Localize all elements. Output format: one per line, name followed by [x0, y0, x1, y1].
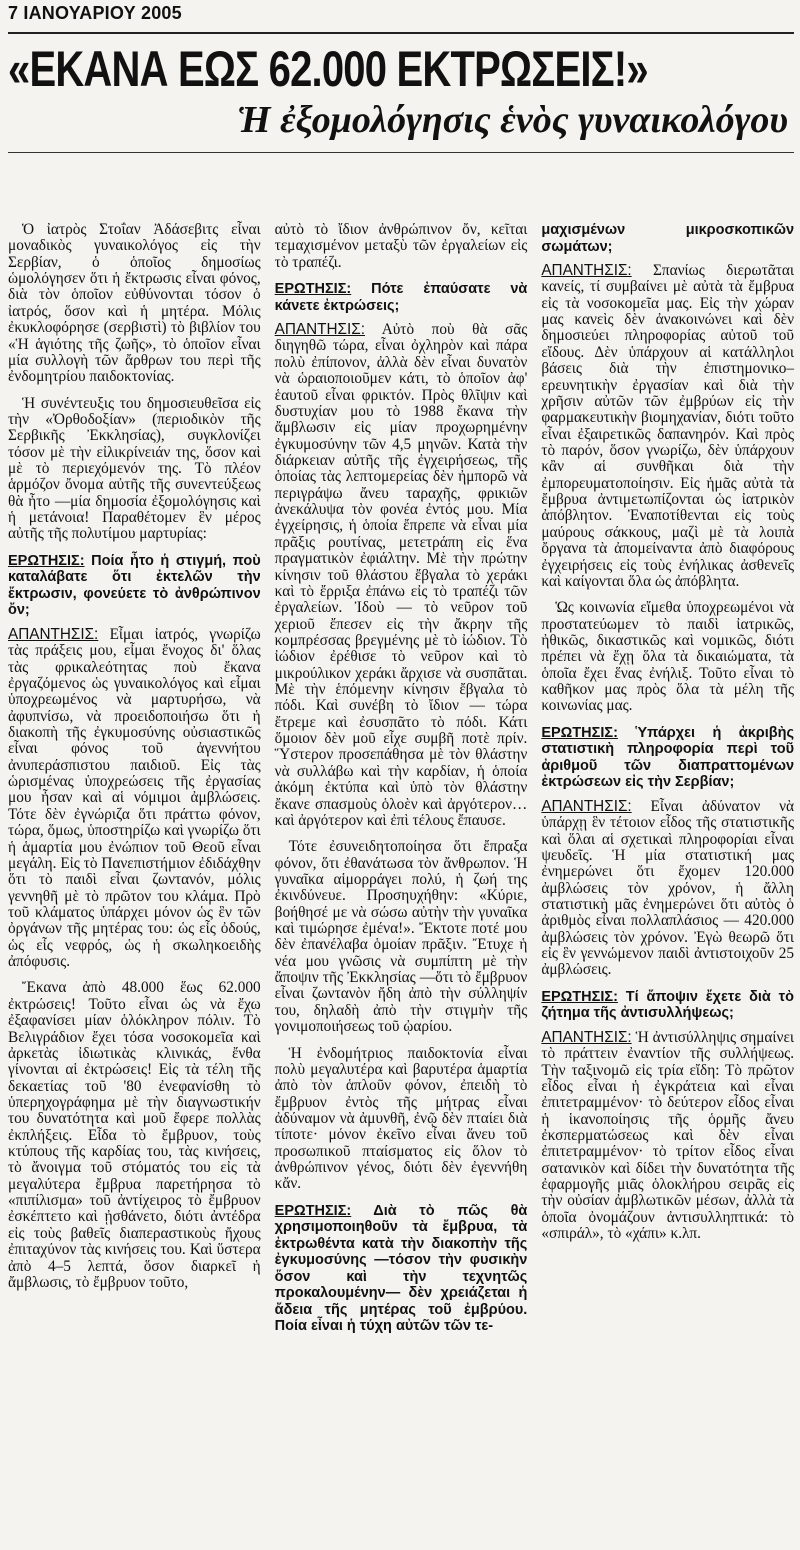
answer: [541, 263, 794, 590]
question-text: Τί ἄποψιν ἔχετε διὰ τὸ ζήτημα τῆς ἀντισυλλήψεως;: [541, 988, 795, 1022]
question: [541, 989, 794, 1022]
answer: [8, 627, 261, 971]
column-3: [541, 222, 794, 1343]
paragraph: Ὡς κοινωνία εἴμεθα ὑποχρεωμένοι νὰ προστατεύωμεν τὸ παιδὶ ἰατρικῶς, ἠθικῶς, δικαστικῶς καὶ νομικῶς, διότι πρέπει νὰ ἔχῃ ὅλα τὰ δικαιώματα, τὰ ὁποῖα ἔχει ἕνας ἐνήλιξ. Τοῦτο εἶναι τὸ καθῆκον μας πρὸς ὅλα τὰ μέλη τῆς κοινωνίας μας.: [541, 599, 795, 715]
question-label: ΕΡΩΤΗΣΙΣ:: [8, 552, 85, 569]
paragraph: Ἔκανα ἀπὸ 48.000 ἕως 62.000 ἐκτρώσεις! Τοῦτο εἶναι ὡς νὰ ἔχω ἐξαφανίσει μίαν ὁλόκληρον πόλιν. Τὸ Βελιγράδιον ἔχει τόσα νοσοκομεῖα καὶ ἀρκετὰς ἰδιωτικὰς κλινικάς, ἔνθα γίνονται αἱ ἐκτρώσεις! Εἰς τὰ τέλη τῆς δεκαετίας τοῦ '80 ἐνεφανίσθη τὸ ὑπερηχογράφημα μὲ τὴν διαγνωστικήν του δυνατότητα καὶ μοῦ ἔφερε πολλὰς ἐκπλήξεις. Εἶδα τὸ ἔμβρυον, τοὺς κτύπους τῆς καρδίας του, τὰς κινήσεις, τὸ ἄνοιγμα τοῦ στόματός του εἰς τὰ μεγαλύτερα ἔμβρυα παρετήρησα τὸ «πιπίλισμα» τοῦ ἀντίχειρος τὸ ἔμβρυον ἐσκέπτετο καὶ ᾐσθάνετο, διότι ἀντέδρα εἰς τοὺς βαθεῖς διαπεραστικοὺς ἤχους ἐπιταχύνον τὰς κινήσεις του. Καὶ ὕστερα ἀπὸ 4–5 λεπτά, ὅσον διαρκεῖ ἡ ἄμβλωσις, τὸ ἔμβρυον τοῦτο,: [8, 979, 261, 1291]
answer-label: ΑΠΑΝΤΗΣΙΣ:: [274, 321, 365, 339]
answer-label: ΑΠΑΝΤΗΣΙΣ:: [8, 625, 99, 643]
question-continued: μαχισμένων μικροσκοπικῶν σωμάτων;: [541, 222, 795, 255]
answer-label: ΑΠΑΝΤΗΣΙΣ:: [541, 262, 632, 280]
answer-text: Εἶναι ἀδύνατον νὰ ὑπάρχῃ ἓν τέτοιον εἶδος τῆς στατιστικῆς καὶ ὅλαι αἱ σχετικαὶ πληροφορίαι εἶναι ψευδεῖς. Ἡ μία στατιστική μας ἐνημερώνει ὅτι ἔχομεν 120.000 ἀμβλώσεις τὸν χρόνον, ἡ ἄλλη στατιστικὴ μᾶς ἐνημερώνει ὅτι αὐτὸς ὁ ἀριθμὸς εἶναι πολλαπλάσιος — 420.000 ἀμβλώσεις τὸν χρόνον. Ἐγὼ θεωρῶ ὅτι εἰς ἓν γεννώμενον παιδὶ ἀντιστοιχοῦν 25 ἀμβλώσεις.: [541, 797, 795, 979]
question: [275, 281, 528, 314]
question-text: Ὑπάρχει ἡ ἀκριβὴς στατιστικὴ πληροφορία περὶ τοῦ ἀριθμοῦ τῶν διαπραττομένων ἐκτρώσεων εἰς τὴν Σερβίαν;: [541, 724, 795, 791]
paragraph: Ἡ ἐνδομήτριος παιδοκτονία εἶναι πολὺ μεγαλυτέρα καὶ βαρυτέρα ἁμαρτία ἀπὸ τὸν ἁπλοῦν φόνον, ἐπειδὴ τὸ ἔμβρυον ἐντὸς τῆς μήτρας εἶναι ἀδύναμον νὰ ἀμυνθῆ, ἐνῷ δὲν πταίει διὰ τίποτε· μόνον ἐκεῖνο εἶναι ἄνευ τοῦ προσωπικοῦ πταίσματος εἰς ὅλον τὸ ἀνθρώπινον γένος, διότι δὲν ἐγεννήθη κἄν.: [274, 1044, 528, 1193]
question: [275, 1203, 528, 1335]
question-label: ΕΡΩΤΗΣΙΣ:: [274, 281, 352, 298]
question: [8, 553, 261, 619]
question-label: ΕΡΩΤΗΣΙΣ:: [274, 1202, 352, 1219]
article-columns: [8, 222, 794, 1343]
paragraph-continued: αὐτὸ τὸ ἴδιον ἀνθρώπινον ὄν, κεῖται τεμαχισμένον μεταξὺ τῶν ἐργαλείων εἰς τὸ τραπέζι.: [274, 221, 528, 271]
answer-text: Αὐτὸ ποὺ θὰ σᾶς διηγηθῶ τώρα, εἶναι ὀχληρὸν καὶ πάρα πολὺ ἐπίπονον, ἀλλὰ δὲν εἶναι δυνατὸν νὰ ὡραιοποιοῦμεν κάτι, τὸ ὁποῖον ἀφ' ἑαυτοῦ εἶναι φρικτόν. Πρὸς θλῖψιν καὶ δυστυχίαν μου τὸ 1988 ἔκανα τὴν ἄμβλωσιν εἰς μίαν προχωρημένην ἐγκυμοσύνην τῶν 4,5 μηνῶν. Κατὰ τὴν διάρκειαν αὐτῆς τῆς ἐγχειρήσεως, τῆς ὁποίας τὰς λεπτομερείας δὲν ἠμπορῶ νὰ περιγράψω ἄνευ ταραχῆς, φρικιῶν ἀνεκάλυψα τὸν φονέα ἐντός μου. Μία ἐγχείρησις, ἡ ὁποία ἔπρεπε νὰ εἶναι μία πρᾶξις ρουτίνας, μετετράπη εἰς ἕνα πραγματικὸν ἐφιάλτην. Μὲ τὴν πρώτην κίνησιν τοῦ θλάστου ἔβγαλα τὸ χεράκι καὶ τὸ ἔρριξα ἐπάνω εἰς τὸ τραπέζι τῶν ἐργαλείων. Ἰδοὺ — τὸ νεῦρον τοῦ χεριοῦ ἔπεσεν εἰς τὴν ἄκρην τῆς κομπρέσσας βρεγμένης μὲ τὸ ἰώδιον. Τὸ ἰώδιον ἐρέθισε τὸ νεῦρον καὶ τὸ μικρούλικον χεράκι ἄρχισε νὰ συσπᾶται. Μὲ τὴν ἑπόμενην κίνησιν ἔβγαλα τὸ πόδι. Καὶ συνέβη τὸ ἴδιον — τώρα ἔτρεμε καὶ ἐσυσπᾶτο τὸ πόδι. Κάτι ὅμοιον δὲν μοῦ εἶχε συμβῆ ποτὲ πρίν. Ὕστερον προσεπάθησα μὲ τὸν θλάστην νὰ συλλάβω καὶ τὴν καρδίαν, ἡ ὁποία ἀκόμη ἐκτύπα καὶ ὑπὸ τὸν θλάστην ἔκανε σπασμοὺς ὁλοὲν καὶ ἀργότερον… καὶ ἀργότερον καὶ ἐπὶ τέλους ἔπαυσε.: [274, 321, 528, 829]
column-2: [275, 222, 528, 1343]
question-text: Διὰ τὸ πῶς θὰ χρησιμοποιηθοῦν τὰ ἔμβρυα, τὰ ἐκτρωθέντα κατὰ τὴν διακοπὴν τῆς ἐγκυμοσύνης —τόσον τὴν φυσικὴν ὅσον καὶ τὴν τεχνητῶς προκαλουμένην— δὲν χρειάζεται ἡ ἄδεια τῆς μητέρας τοῦ ἐμβρύου. Ποία εἶναι ἡ τύχη αὐτῶν τῶν τε-: [274, 1202, 528, 1335]
paragraph: Ἡ συνέντευξις του δημοσιευθεῖσα εἰς τὴν «Ὀρθοδοξίαν» (περιοδικὸν τῆς Σερβικῆς Ἐκκλησίας), συγκλονίζει τόσον μὲ τὴν εἰλικρίνειάν της, ὅσον καὶ μὲ τὸ περιεχόμενόν της. Τὸ πλέον ἁρμόζον ὄνομα αὐτῆς τῆς συνεντεύξεως θὰ ἦτο —μία δημοσία ἐξομολόγησις καὶ ἡ μετάνοια! Παραθέτομεν ἓν μέρος αὐτῆς τῆς πολυτίμου μαρτυρίας:: [8, 394, 261, 543]
paragraph: Τότε ἐσυνειδητοποίησα ὅτι ἔπραξα φόνον, ὅτι ἐθανάτωσα τὸν ἄνθρωπον. Ἡ γυναῖκα αἱμορράγει πολύ, ἡ ζωή της ἐκινδύνευε. Προσηυχήθην: «Κύριε, βοήθησέ με νὰ σώσω αὐτὴν τὴν γυναῖκα καὶ τιμώρησε ἐμένα!». Ἔκτοτε ποτέ μου δὲν ἐπανέλαβα ὁμοίαν πρᾶξιν. Ἔτυχε ἡ νέα μου γνῶσις νὰ συμπίπτη μὲ τὴν ἄποψιν τῆς Ἐκκλησίας —ὅτι τὸ ἔμβρυον εἶναι ζωντανὸν ἤδη ἀπὸ τὴν σύλληψίν του, δηλαδὴ ἀπὸ τὴν στιγμὴν τῆς γονιμοποιήσεως τοῦ ᾠαρίου.: [274, 838, 528, 1036]
answer-text: Σπανίως διερωτᾶται κανείς, τί συμβαίνει μὲ αὐτὰ τὰ ἔμβρυα εἰς τὰ νοσοκομεῖα μας. Εἰς τὴν χώραν μας κανεὶς δὲν ἀνακοινώνει καὶ δὲν δημοσιεύει πληροφορίας αὐτοῦ τοῦ εἴδους. Δὲν ὑπάρχουν αἱ κατάλληλοι βάσεις διὰ τὴν ἐπιστημονικο–ερευνητικὴν ἐργασίαν καὶ διὰ τὴν χρῆσιν αὐτῶν τῶν ἐμβρύων εἰς τὴν φαρμακευτικὴν βιομηχανίαν, διότι τοῦτο εἶναι ἐξαιρετικῶς δαπανηρόν. Καὶ πρὸς τὸ παρόν, ὅσον γνωρίζω, δὲν ὑπάρχουν κἂν αἱ συνθῆκαι διὰ τὴν ἐμπορευματοποίησιν. Εἰς ἡμᾶς αὐτὰ τὰ ἔμβρυα ἀντιμετωπίζονται ὡς ἰατρικὸν ἀπόβλητον. Ἐναποτίθενται εἰς τοὺς μαύρους σάκκους, μαζὶ μὲ τὰ λοιπὰ ὄργανα τὰ ἀπομείναντα ἀπὸ διαφόρους ἐγχειρήσεις εἰς τοὺς ἐνήλικας ἀσθενεῖς καὶ καίγονται ὅλα ὡς ἀπόβλητα.: [541, 262, 795, 590]
top-rule: [8, 32, 794, 34]
intro-paragraph: Ὁ ἰατρὸς Στοΐαν Ἀδάσεβιτς εἶναι μοναδικὸς γυναικολόγος εἰς τὴν Σερβίαν, ὁ ὁποῖος δημοσίως ὡμολόγησεν ὅτι ἡ ἔκτρωσις εἶναι φόνος, διὰ τὸν ὁποῖον εὐθύνονται τόσον ὁ ἰατρός, ὅσον καὶ ἡ μητέρα. Μόλις ἐκυκλοφόρησε (σερβιστὶ) τὸ βιβλίον του «Ἡ ἁγιότης τῆς ζωῆς», τὸ ὁποῖον εἶναι μία συλλογὴ τῶν ἄρθρων του περὶ τῆς ἐνδομητρίου παιδοκτονίας.: [8, 221, 261, 386]
question-label: ΕΡΩΤΗΣΙΣ:: [541, 724, 618, 741]
answer: [541, 799, 794, 979]
answer-text: Ἡ ἀντισύλληψις σημαίνει τὸ πράττειν ἐναντίον τῆς συλλήψεως. Τὴν ταξινομῶ εἰς τρία εἴδη: Τὸ πρῶτον εἶδος εἶναι ἡ ἐγκράτεια καὶ εἶναι ἐπιτετραμμένον· τὸ δεύτερον εἶδος εἶναι ἡ ἱκανοποίησις τῆς ὁρμῆς ἄνευ ἐκσπερματώσεως καὶ δὲν εἶναι ἐπιτετραμμένον· τὸ τρίτον εἶδος εἶναι σατανικὸν καὶ δίδει τὴν δυνατότητα τῆς ἐφαρμογῆς μιᾶς ὁλοκλήρου σειρᾶς εἰς τὴν οὐσίαν ἀμβλωτικῶν μέσων, ἀλλὰ τὰ ὁποῖα ὀνομάζουν ἀντισυλληπτικά: τὸ «σπιράλ», τὸ «χάπι» κ.λπ.: [541, 1028, 795, 1243]
subheadline: Ἡ ἐξομολόγησις ἑνὸς γυναικολόγου: [237, 99, 788, 141]
question: [541, 725, 794, 791]
answer: [541, 1030, 794, 1243]
headline: «ΕΚΑΝΑ ΕΩΣ 62.000 ΕΚΤΡΩΣΕΙΣ!»: [8, 41, 648, 97]
answer-text: Εἶμαι ἰατρός, γνωρίζω τὰς πράξεις μου, εἶμαι ἔνοχος δι' ὅλας τὰς φρικαλεότητας ποὺ ἔκανα ἐργαζόμενος ὡς γυναικολόγος καὶ εἶμαι ὑποχρεωμένος νὰ μαρτυρήσω, νὰ ἀφυπνίσω, νὰ προειδοποιήσω ὅτι ἡ διακοπὴ τῆς ἐγκυμοσύνης οὐσιαστικῶς εἶναι φόνος τοῦ ἀγεννήτου ἀνυπεράσπιστου παιδιοῦ. Εἰς τὰς ὡρισμένας ὑποχρεώσεις τῆς ἐργασίας μου ἦσαν καὶ αἱ νόμιμοι ἀμβλώσεις. Τότε δὲν ἐγνώριζα ὅτι πράττω φόνον, τώρα, ὅμως, ὑποστηρίζω καὶ γνωρίζω ὅτι ἡ ἁμαρτία μου ἐνώπιον τοῦ Θεοῦ εἶναι μεγάλη. Εἰς τὸ Πανεπιστήμιον ἐδιδάχθην ὅτι τὸ παιδὶ εἶναι ζωντανόν, μόλις γεννηθῆ μὲ τὸ πρῶτον του κλάμα. Πρὸ τοῦ κλάματος ὑπάρχει μόνον ὡς ἓν τῶν ὀργάνων τῆς μητέρας του: ὡς εἷς ὀδούς, ὡς εἷς νεφρός, ὡς ἡ σκωληκοειδὴς ἀπόφυσις.: [8, 625, 261, 971]
question-text: Πότε ἐπαύσατε νὰ κάνετε ἐκτρώσεις;: [274, 281, 528, 314]
dateline: 7 ΙΑΝΟΥΑΡΙΟΥ 2005: [8, 3, 182, 23]
question-label: ΕΡΩΤΗΣΙΣ:: [541, 988, 618, 1005]
column-1: [8, 222, 261, 1343]
answer-label: ΑΠΑΝΤΗΣΙΣ:: [541, 797, 632, 815]
subheadline-rule: [8, 152, 794, 153]
answer: [275, 322, 528, 829]
question-text: Ποία ἦτο ἡ στιγμή, ποὺ καταλάβατε ὅτι ἐκτελῶν τὴν ἔκτρωσιν, φονεύετε τὸ ἀνθρώπινον ὄν;: [8, 552, 261, 619]
answer-label: ΑΠΑΝΤΗΣΙΣ:: [541, 1028, 632, 1046]
